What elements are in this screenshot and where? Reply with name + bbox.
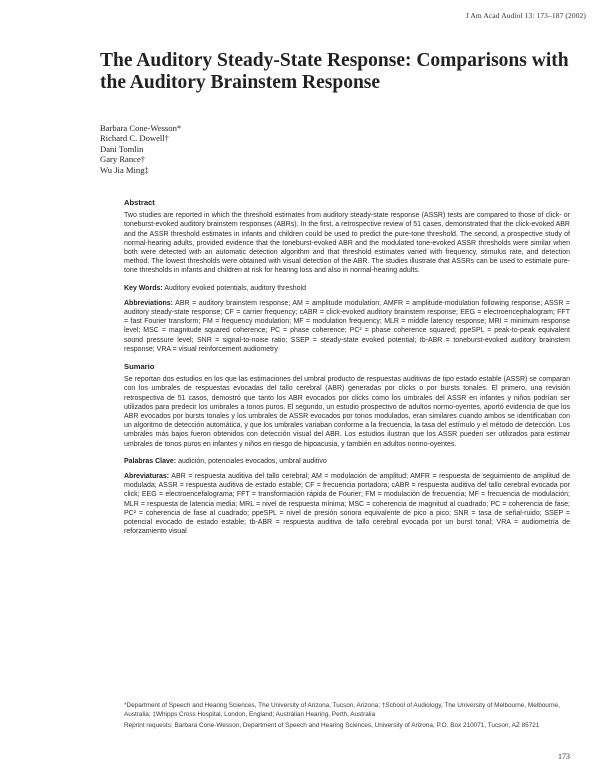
keywords-label: Key Words: <box>124 284 163 292</box>
author-name: Barbara Cone-Wesson* <box>100 123 182 133</box>
abstract-abbreviations <box>124 299 570 354</box>
sumario-heading: Sumario <box>124 362 155 372</box>
page-number: 173 <box>558 752 570 761</box>
abbreviations-label: Abbreviations: <box>124 299 174 307</box>
author-name: Richard C. Dowell† <box>100 133 169 144</box>
abstract-section <box>124 198 570 545</box>
abbreviations-text: ABR = auditory brainstem response; AM = amplitude modulation; AMFR = amplitude-modulation following response; ASSR = auditory steady-state response; CF = carrier frequency; cABR = click-evoked auditory brainstem response; EEG = electroencephalogram; FFT = fast Fourier transform; FM = frequency modulation; MF = modulation frequency; MLR = middle latency response; MRI = minimum response level; MSC = magnitude squared coherence; PC = phase coherence; PC² = phase coherence squared; ppeSPL = peak-to-peak equivalent sound pressure level; SNR = signal-to-noise ratio; SSEP = steady-state evoked potential; tb-ABR = toneburst-evoked auditory brainstem response; VRA = visual reinforcement audiometry <box>124 299 570 353</box>
author-name: Gary Rance† <box>100 154 146 165</box>
abreviaturas-label: Abreviaturas: <box>124 473 170 481</box>
abstract-heading: Abstract <box>124 198 155 207</box>
journal-reference: J Am Acad Audiol 13: 173–187 (2002) <box>465 11 586 20</box>
affiliation-footnote: *Department of Speech and Hearing Sciences, The University of Arizona, Tucson, Arizona; †School of Audiology, The University of Melbourne, Melbourne, Australia; ‡Whipps Cross Hospital, London, England; Australian Hearing, Perth, Australia <box>124 702 560 718</box>
abstract-keywords <box>124 284 570 293</box>
palabras-clave-text: audición, potenciales evocados, umbral auditivo <box>178 457 327 465</box>
sumario-text: Se reportan dos estudios en los que las estimaciones del umbral producto de respuestas auditivas de tipo estado estable (ASSR) se comparan con los umbrales de respuestas evocadas del tallo cerebral (ABR) generadas por clicks o por bursts tonales. El primero, una revisión retrospectiva de 51 casos, demostró que tanto los ABR evocados por clicks como los umbrales del ASSR en infantes y niños podrían ser utilizados para predecir los umbrales a tonos puros. El segundo, un estudio prospectivo de adultos normo-oyentes, aportó evidencia de que los ABR evocados por bursts tonales y los umbrales de ASSR evocados por tonos modulados, eran similares cuando ambos se identificaban con un algoritmo de detección automática, y que los umbrales variaban conforme a la frecuencia, la tasa del estímulo y el método de detección. Los umbrales más bajos fueron obtenidos con detección visual del ABR. Los estudios ilustran que los ASSR pueden ser utilizados para estimar umbrales de tonos puros en infantes y niños en riesgo de hipoacusia, y también en adultos normo-oyentes. <box>124 376 570 448</box>
abreviaturas-text: ABR = respuesta auditiva del tallo cerebral; AM = modulación de amplitud; AMFR = respuesta de seguimiento de amplitud de modulada; ASSR = respuesta auditiva de estado estable; CF = frecuencia portadora; cABR = respuesta auditiva del tallo cerebral evocada por click; EEG = electroencefalograma; FFT = transformación rápida de Fourier; FM = modulación de frecuencia; MF = frecuencia de modulación; MLR = respuesta de latencia media; MRL = nivel de respuesta mínima; MSC = coherencia de magnitud al cuadrado; PC = coherencia de fase; PC² = coherencia de fase al cuadrado; ppeSPL = nivel de presión sonora equivalente de pico a pico; SNR = tasa de señal-ruido; SSEP = potencial evocado de estado estable; tb-ABR = respuesta auditiva de tallo cerebral evocada por un burst tonal; VRA = audiometría de reforzamiento visual <box>124 473 570 536</box>
keywords-text: Auditory evoked potentials, auditory threshold <box>164 284 306 292</box>
correspondence-footnote: Reprint requests: Barbara Cone-Wesson, Department of Speech and Hearing Sciences, University of Arizona, P.O. Box 210071, Tucson, AZ 85721 <box>124 722 540 730</box>
author-list <box>100 123 181 175</box>
article-title: The Auditory Steady-State Response: Comparisons with the Auditory Brainstem Response <box>100 50 569 93</box>
author-name: Dani Tomlin <box>100 143 144 154</box>
sumario-keywords <box>124 457 570 466</box>
footnotes <box>124 702 570 734</box>
author-name: Wu Jia Ming‡ <box>100 164 149 175</box>
abstract-text: Two studies are reported in which the threshold estimates from auditory steady-state response (ASSR) tests are compared to those of click- or toneburst-evoked auditory brainstem responses (ABRs). In the first, a retrospective review of 51 cases, demonstrated that the click-evoked ABR and the ASSR threshold estimates in infants and children could be used to predict the pure-tone threshold. The second, a prospective study of normal-hearing adults, provided evidence that the toneburst-evoked ABR and the modulated tone-evoked ASSR thresholds were similar when both were detected with an automatic detection algorithm and that threshold estimates varied with frequency, stimulus rate, and detection method. The lowest thresholds were obtained with visual detection of the ABR. The studies illustrate that ASSRs can be used to estimate pure-tone thresholds in infants and children at risk for hearing loss and also in normal-hearing adults. <box>124 212 570 275</box>
palabras-clave-label: Palabras Clave: <box>124 457 177 465</box>
sumario-abbreviations <box>124 472 570 536</box>
